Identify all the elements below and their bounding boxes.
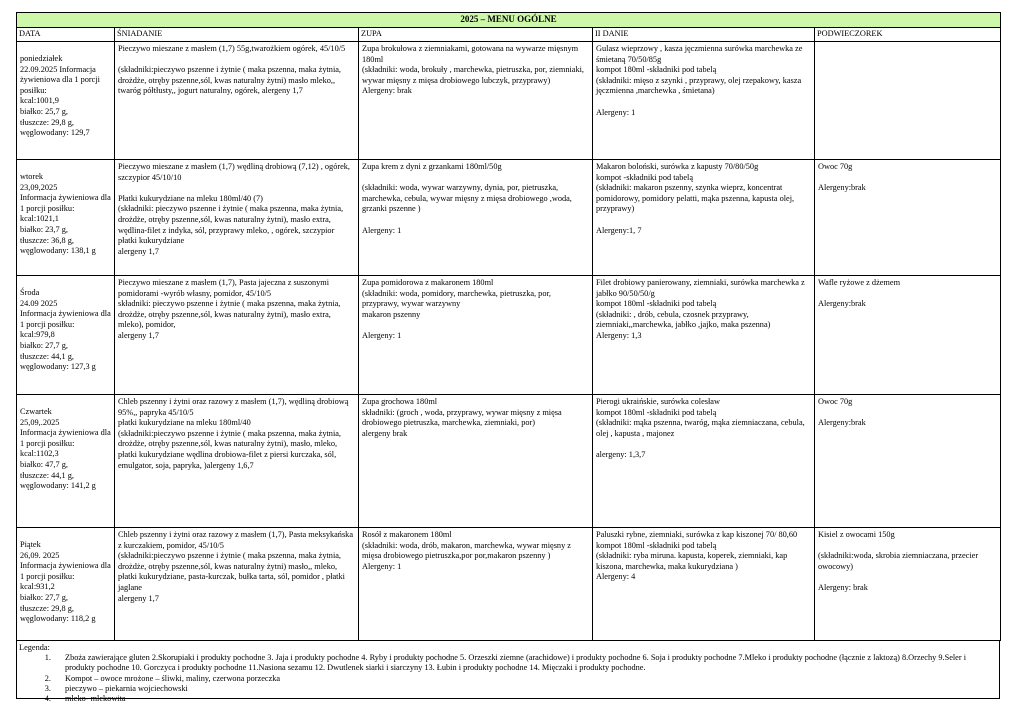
table-row bbox=[17, 42, 1001, 160]
legend-text: pieczywo – piekarnia wojciechowski bbox=[65, 683, 188, 693]
breakfast-cell: Pieczywo mieszane z masłem (1,7) wędliną drobiową (7,12) , ogórek, szczypior 45/10/10 Płatki kukurydziane na mleku 180ml/40 (7) (składniki: pieczywo pszenne i żytnie ( maka pszenna, maka żytnia, drożdże, otręby pszenne,sól, kwas naturalny żytni), masło extra, wędlina-filet z indyka, sól, przyprawy mleko, , ogórek, szczypior płatki kukurydziane alergeny 1,7 bbox=[115, 160, 359, 276]
column-header-breakfast: ŚNIADANIE bbox=[115, 28, 359, 42]
legend-title: Legenda: bbox=[19, 643, 50, 652]
breakfast-cell: Pieczywo mieszane z masłem (1,7) 55g,twarożkiem ogórek, 45/10/5 (składniki:pieczywo pszenne i żytnie ( maka pszenna, maka żytnia, drożdże, otręby pszenne,sól, kwas naturalny żytni) masło mleko,, twaróg półtłusty,, jogurt naturalny, ogórek, alergeny 1,7 bbox=[115, 42, 359, 160]
day-info: Środa 24.09 2025 Informacja żywieniowa dla 1 porcji posiłku: kcal:979,8 białko: 27,7 g, tłuszcze: 44,1 g, węglowodany: 127,3 g bbox=[17, 276, 115, 395]
snack-cell bbox=[815, 42, 1001, 160]
legend-number: 4. bbox=[44, 694, 51, 704]
soup-cell: Zupa grochowa 180ml składniki: (groch , woda, przyprawy, wywar mięsny z mięsa drobiowego pietruszka, marchewka, ziemniaki, por) alergeny brak bbox=[359, 395, 593, 528]
main-course-cell: Makaron boloński, surówka z kapusty 70/80/50g kompot -składniki pod tabelą (składniki: makaron pszenny, szynka wieprz, koncentrat pomidorowy, pomidory pelatti, mąka pszenna, kapusta olej, przyprawy) Alergeny:1, 7 bbox=[593, 160, 815, 276]
main-course-cell: Pierogi ukraińskie, surówka colesław kompot 180ml -składniki pod tabelą (składniki: mąka pszenna, twaróg, mąka ziemniaczana, cebula, olej , kapusta , majonez alergeny: 1,3,7 bbox=[593, 395, 815, 528]
day-info: poniedziałek 22.09.2025 Informacja żywieniowa dla 1 porcji posiłku: kcal:1001,9 białko: 25,7 g, tłuszcze: 29,8 g, węglowodany: 129,7 bbox=[17, 42, 115, 160]
header-row bbox=[17, 28, 1001, 42]
column-header-soup: ZUPA bbox=[359, 28, 593, 42]
menu-sheet bbox=[16, 12, 1000, 704]
legend-text: mleko- mlekowita bbox=[65, 694, 126, 704]
legend-text: Kompot – owoce mrożone – śliwki, maliny, czerwona porzeczka bbox=[65, 673, 281, 683]
legend-number: 1. bbox=[44, 653, 51, 663]
soup-cell: Zupa krem z dyni z grzankami 180ml/50g (składniki: woda, wywar warzywny, dynia, por, pietruszka, marchewka, cebula, wywar mięsny z mięsa drobiowego ,woda, grzanki pszenne ) Alergeny: 1 bbox=[359, 160, 593, 276]
snack-cell: Wafle ryżowe z dżemem Alergeny:brak bbox=[815, 276, 1001, 395]
column-header-main: II DANIE bbox=[593, 28, 815, 42]
legend-number: 2. bbox=[44, 673, 51, 683]
breakfast-cell: Chleb pszenny i żytni oraz razowy z masłem (1,7), Pasta meksykańska z kurczakiem, pomidor, 45/10/5 (składniki:pieczywo pszenne i żytnie ( maka pszenna, maka żytnia, drożdże, otręby pszenne,sól, kwas naturalny żytni) masło,, mleko, płatki kukurydziane, pasta-kurczak, bułka tarta, sól, pomidor , płatki jaglane alergeny 1,7 bbox=[115, 528, 359, 641]
snack-cell: Kisiel z owocami 150g (składniki:woda, skrobia ziemniaczana, przecier owocowy) Alergeny: brak bbox=[815, 528, 1001, 641]
menu-table bbox=[16, 12, 1001, 641]
table-row bbox=[17, 395, 1001, 528]
column-header-snack: PODWIECZOREK bbox=[815, 28, 1001, 42]
main-course-cell: Filet drobiowy panierowany, ziemniaki, surówka marchewka z jabłko 90/50/50/g kompot 180ml -składniki pod tabelą (składniki: , drób, cebula, czosnek przyprawy, ziemniaki,,marchewka, jabłko ,jajko, maka pszenna) Alergeny: 1,3 bbox=[593, 276, 815, 395]
day-info: wtorek 23,09,2025 Informacja żywieniowa dla 1 porcji posiłku: kcal:1021,1 białko: 23,7 g, tłuszcze: 36,8 g, węglowodany: 138,1 g bbox=[17, 160, 115, 276]
column-header-date: DATA bbox=[17, 28, 115, 42]
main-course-cell: Paluszki rybne, ziemniaki, surówka z kap kiszonej 70/ 80,60 kompot 180ml -składniki pod tabelą (składniki: ryba miruna. kapusta, koperek, ziemniaki, kap kiszona, marchewka, maka kukurydziana ) Alergeny: 4 bbox=[593, 528, 815, 641]
soup-cell: Rosół z makaronem 180ml (składniki: woda, drób, makaron, marchewka, wywar mięsny z mięsa drobiowego pietruszka,por por,makaron pszenny ) Alergeny: 1 bbox=[359, 528, 593, 641]
legend bbox=[16, 641, 1000, 704]
soup-cell: Zupa pomidorowa z makaronem 180ml (składniki: woda, pomidory, marchewka, pietruszka, por, przyprawy, wywar warzywny makaron pszenny Alergeny: 1 bbox=[359, 276, 593, 395]
table-row bbox=[17, 160, 1001, 276]
snack-cell: Owoc 70g Alergeny:brak bbox=[815, 160, 1001, 276]
day-info: Piątek 26,09. 2025 Informacja żywieniowa dla 1 porcji posiłku: kcal:931,2 białko: 27,7 g, tłuszcze: 29,8 g, węglowodany: 118,2 g bbox=[17, 528, 115, 641]
legend-item bbox=[19, 684, 999, 694]
day-info: Czwartek 25,09,.2025 Informacja żywieniowa dla 1 porcji posiłku: kcal:1102,3 białko: 47,7 g, tłuszcze: 44,1 g, węglowodany: 141,2 g bbox=[17, 395, 115, 528]
soup-cell: Zupa brokułowa z ziemniakami, gotowana na wywarze mięsnym 180ml (składniki: woda, brokuły , marchewka, pietruszka, por, ziemniaki, wywar mięsny z mięsa drobiowego lubczyk, przyprawy) Alergeny: brak bbox=[359, 42, 593, 160]
breakfast-cell: Pieczywo mieszane z masłem (1,7), Pasta jajeczna z suszonymi pomidorami -wyrób własny, pomidor, 45/10/5 składniki: pieczywo pszenne i żytnie ( maka pszenna, maka żytnia, drożdże, otręby pszenne,sól, kwas naturalny żytni), masło extra, mleko), pomidor, alergeny 1,7 bbox=[115, 276, 359, 395]
snack-cell: Owoc 70g Alergeny:brak bbox=[815, 395, 1001, 528]
menu-title: 2025 – MENU OGÓLNE bbox=[17, 13, 1001, 28]
table-row bbox=[17, 276, 1001, 395]
legend-item bbox=[19, 653, 999, 673]
breakfast-cell: Chleb pszenny i żytni oraz razowy z masłem (1,7), wędliną drobiową 95%,, papryka 45/10/5 płatki kukurydziane na mleku 180ml/40 (składniki:pieczywo pszenne i żytnie ( maka pszenna, maka żytnia, drożdże, otręby pszenne,sól, kwas naturalny żytni), masło, mleko, płatki kukurydziane wędlina drobiowa-filet z piersi kurczaka, sól, emulgator, soja, papryka, )alergeny 1,6,7 bbox=[115, 395, 359, 528]
table-row bbox=[17, 528, 1001, 641]
legend-item bbox=[19, 674, 999, 684]
legend-item bbox=[19, 694, 999, 704]
legend-text: Zboża zawierające gluten 2.Skorupiaki i produkty pochodne 3. Jaja i produkty pochodne 4. Ryby i produkty pochodne 5. Orzeszki ziemne (arachidowe) i produkty pochodne 6. Soja i produkty pochodne 7.Mleko i produkty pochodne (łącznie z laktozą) 8.Orzechy 9.Seler i produkty pochodne 10. Gorczyca i produkty pochodne 11.Nasiona sezamu 12. Dwutlenek siarki i siarczyny 13. Łubin i produkty pochodne 14. Mięczaki i produkty pochodne. bbox=[65, 653, 967, 673]
main-course-cell: Gulasz wieprzowy , kasza jęczmienna surówka marchewka ze śmietaną 70/50/85g kompot 180ml -składniki pod tabelą (składniki: mięso z szynki , przyprawy, olej rzepakowy, kasza jęczmienna ,marchewka , śmietana) Alergeny: 1 bbox=[593, 42, 815, 160]
legend-number: 3. bbox=[44, 683, 51, 693]
